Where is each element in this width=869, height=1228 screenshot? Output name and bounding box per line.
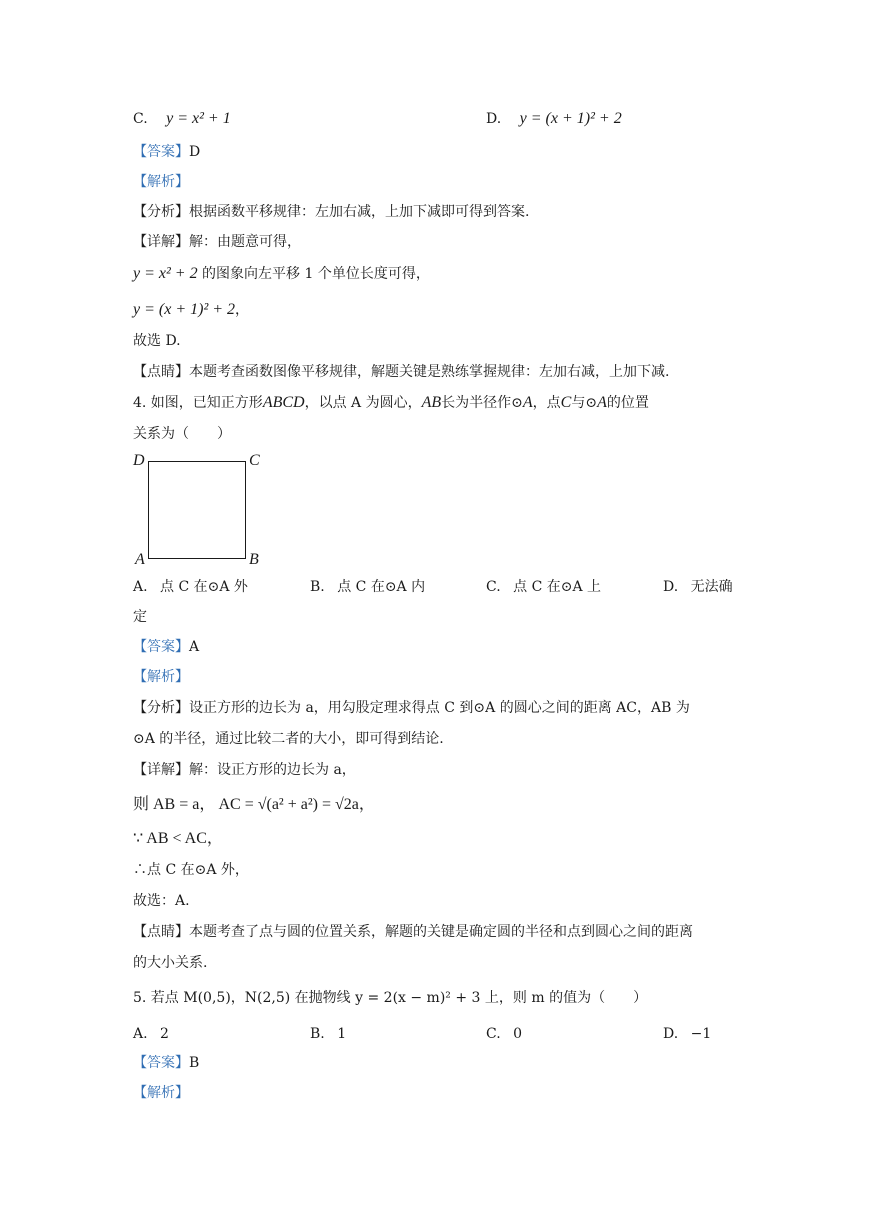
stem-text: 长为半径作⊙ xyxy=(441,395,523,411)
answer-value: B xyxy=(189,1055,200,1071)
circle-name: A xyxy=(522,394,533,411)
q4-step-1 xyxy=(133,795,375,815)
answer-tag: 【答案】 xyxy=(133,144,189,160)
answer-tag: 【答案】 xyxy=(133,1055,189,1071)
q4-fenxi-line-2 xyxy=(133,729,444,749)
dianjing-text: 的大小关系. xyxy=(133,955,208,971)
step-expression: 则 AB = a， AC = √(a² + a²) = √2a， xyxy=(133,796,375,813)
q3-option-d xyxy=(486,109,622,129)
q4-option-c xyxy=(486,577,601,597)
fenxi-tag: 【分析】 xyxy=(133,204,189,220)
xiangjie-tag: 【详解】 xyxy=(133,234,189,250)
stem-text: 关系为（ ） xyxy=(133,426,231,442)
xiangjie-text: 解：由题意可得， xyxy=(189,234,301,250)
q4-stem-line-1 xyxy=(133,393,649,413)
step-expression: y = (x + 1)² + 2 xyxy=(133,301,236,318)
conclusion-text: 故选 D. xyxy=(133,333,181,349)
q4-step-3 xyxy=(133,860,249,880)
vertex-label-a: A xyxy=(135,551,145,568)
option-text: 无法确 xyxy=(690,579,733,595)
option-label: D. xyxy=(663,1026,679,1042)
xiangjie-text: 解：设正方形的边长为 a， xyxy=(189,762,356,778)
q4-analysis-heading xyxy=(133,667,189,687)
q3-answer xyxy=(133,142,200,162)
q4-answer xyxy=(133,637,199,657)
q5-analysis-heading xyxy=(133,1083,189,1103)
option-expression: y = (x + 1)² + 2 xyxy=(519,110,622,127)
q4-option-b xyxy=(310,577,425,597)
q5-option-b xyxy=(310,1024,346,1044)
dianjing-text: 本题考查函数图像平移规律，解题关键是熟练掌握规律：左加右减，上加下减. xyxy=(189,364,670,380)
option-text: 定 xyxy=(133,609,147,625)
q5-stem xyxy=(133,988,647,1008)
option-text: 1 xyxy=(337,1026,347,1042)
point-name: C xyxy=(560,394,572,411)
step-expression: ∵ AB < AC， xyxy=(133,830,223,847)
option-label: C. xyxy=(486,579,501,595)
option-text: −1 xyxy=(690,1026,712,1042)
option-label: A. xyxy=(133,579,148,595)
fenxi-tag: 【分析】 xyxy=(133,700,189,716)
option-text: 点 C 在⊙A 内 xyxy=(337,579,426,595)
option-label: C. xyxy=(133,111,148,127)
option-text: 点 C 在⊙A 上 xyxy=(513,579,602,595)
option-label: A. xyxy=(133,1026,148,1042)
answer-value: A xyxy=(189,639,200,655)
answer-tag: 【答案】 xyxy=(133,639,189,655)
stem-text: 的位置 xyxy=(606,395,649,411)
q4-option-d xyxy=(663,577,733,597)
step-expression: y = x² + 2 xyxy=(133,265,198,282)
option-text: 0 xyxy=(513,1026,523,1042)
option-label: B. xyxy=(310,1026,325,1042)
q4-option-d-continued xyxy=(133,607,147,627)
q4-dianjing-line-1 xyxy=(133,922,693,942)
vertex-label-c: C xyxy=(249,452,260,469)
conclusion-text: 故选：A. xyxy=(133,893,190,909)
stem-text: 与⊙ xyxy=(571,395,598,411)
square-name: ABCD xyxy=(262,394,305,411)
fenxi-text: 设正方形的边长为 a，用勾股定理求得点 C 到⊙A 的圆心之间的距离 AC，AB 为 xyxy=(189,700,690,716)
q4-fenxi-line-1 xyxy=(133,698,690,718)
q3-step-2 xyxy=(133,300,249,320)
option-label: D. xyxy=(663,579,679,595)
stem-text: ，以点 A 为圆心， xyxy=(304,395,422,411)
step-tail: ， xyxy=(235,302,250,318)
q3-step-1 xyxy=(133,264,430,284)
q4-conclusion xyxy=(133,891,190,911)
option-text: 2 xyxy=(160,1026,169,1042)
step-text: 的图象向左平移 1 个单位长度可得， xyxy=(202,266,430,282)
option-label: C. xyxy=(486,1026,501,1042)
analysis-tag: 【解析】 xyxy=(133,669,189,685)
analysis-tag: 【解析】 xyxy=(133,1085,189,1101)
q4-xiangjie xyxy=(133,760,356,780)
q4-dianjing-line-2 xyxy=(133,953,207,973)
dianjing-tag: 【点睛】 xyxy=(133,364,189,380)
q3-option-c xyxy=(133,109,231,129)
q5-option-d xyxy=(663,1024,711,1044)
q3-analysis-heading xyxy=(133,172,189,192)
square-figure xyxy=(148,461,246,559)
fenxi-text: 根据函数平移规律：左加右减，上加下减即可得到答案. xyxy=(189,204,530,220)
q4-stem-line-2 xyxy=(133,424,231,444)
answer-value: D xyxy=(189,144,201,160)
option-label: D. xyxy=(486,111,502,127)
q5-option-c xyxy=(486,1024,522,1044)
q3-fenxi xyxy=(133,202,529,222)
step-text: ∴点 C 在⊙A 外， xyxy=(133,862,249,878)
stem-text: 5. 若点 M(0,5)，N(2,5) 在抛物线 y = 2(x − m)² + 3 上，则 m 的值为（ ） xyxy=(133,990,648,1006)
vertex-label-d: D xyxy=(133,452,145,469)
q3-xiangjie xyxy=(133,232,301,252)
fenxi-text: ⊙A 的半径，通过比较二者的大小，即可得到结论. xyxy=(133,731,444,747)
xiangjie-tag: 【详解】 xyxy=(133,762,189,778)
analysis-tag: 【解析】 xyxy=(133,174,189,190)
q3-conclusion xyxy=(133,331,181,351)
q5-option-a xyxy=(133,1024,169,1044)
q3-dianjing xyxy=(133,362,669,382)
vertex-label-b: B xyxy=(249,551,259,568)
stem-text: 4. 如图，已知正方形 xyxy=(133,395,263,411)
stem-text: ，点 xyxy=(532,395,561,411)
option-text: 点 C 在⊙A 外 xyxy=(160,579,248,595)
segment-name: AB xyxy=(421,394,442,411)
q5-answer xyxy=(133,1053,199,1073)
option-expression: y = x² + 1 xyxy=(166,110,231,127)
circle-name: A xyxy=(597,394,607,411)
dianjing-tag: 【点睛】 xyxy=(133,924,189,940)
dianjing-text: 本题考查了点与圆的位置关系，解题的关键是确定圆的半径和点到圆心之间的距离 xyxy=(189,924,693,940)
q4-step-2 xyxy=(133,829,223,849)
q4-option-a xyxy=(133,577,248,597)
option-label: B. xyxy=(310,579,325,595)
